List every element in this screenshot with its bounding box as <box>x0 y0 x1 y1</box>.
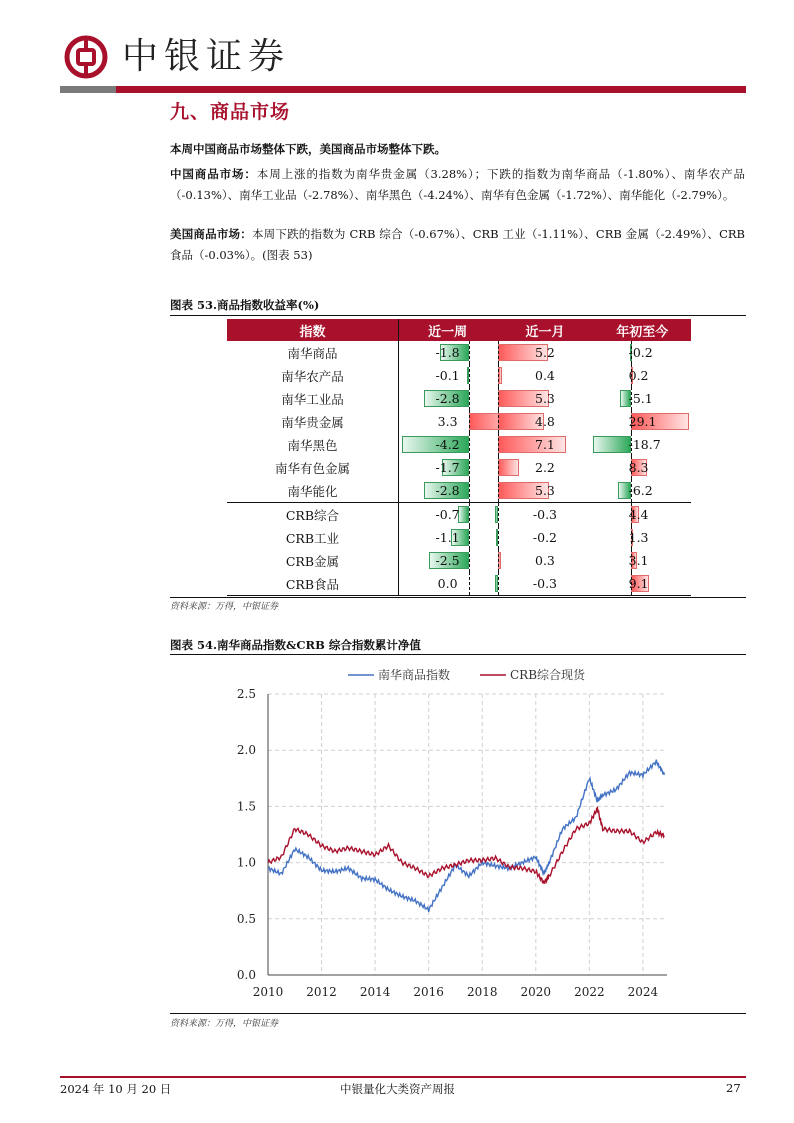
figure-53-title: 图表 53.商品指数收益率(%) <box>170 298 320 312</box>
index-name: 南华黑色 <box>287 437 338 453</box>
cell-month <box>496 479 593 503</box>
figure-53-bottom-rule <box>170 597 746 598</box>
cell-week <box>398 456 496 479</box>
x-tick-label: 2012 <box>306 985 337 999</box>
value: 3.1 <box>628 553 649 568</box>
cell-week <box>398 549 496 572</box>
cell-month <box>496 433 593 456</box>
cell-ytd <box>594 572 691 596</box>
value: -18.7 <box>628 437 661 452</box>
value: 0.3 <box>535 553 555 568</box>
x-tick-label: 2022 <box>574 985 605 999</box>
cell-ytd <box>594 456 691 479</box>
summary-text: 本周中国商品市场整体下跌，美国商品市场整体下跌。 <box>170 142 446 156</box>
header-week: 近一周 <box>398 319 496 341</box>
value: -1.8 <box>435 345 460 360</box>
cell-ytd <box>594 503 691 527</box>
value: -0.2 <box>628 345 653 360</box>
figure-54-title: 图表 54.南华商品指数&CRB 综合指数累计净值 <box>170 638 421 652</box>
cell-month <box>496 526 593 549</box>
value: 5.2 <box>535 345 555 360</box>
section-title: 九、商品市场 <box>170 101 291 123</box>
index-name: 南华贵金属 <box>281 414 344 430</box>
cell-ytd <box>594 410 691 433</box>
table-row <box>227 341 691 364</box>
value: 2.2 <box>535 460 555 475</box>
index-name: CRB金属 <box>285 553 340 569</box>
table-header-row <box>227 319 691 341</box>
index-name: 南华工业品 <box>281 391 344 407</box>
table-row <box>227 549 691 572</box>
footer-date: 2024 年 10 月 20 日 <box>60 1082 172 1096</box>
cell-ytd <box>594 433 691 456</box>
cell-ytd <box>594 387 691 410</box>
cell-ytd <box>594 364 691 387</box>
y-tick-label: 0.0 <box>236 968 256 982</box>
index-name: CRB食品 <box>227 572 398 596</box>
index-name: 南华农产品 <box>281 368 344 384</box>
legend-label: 南华商品指数 <box>378 668 451 682</box>
x-tick-label: 2016 <box>413 985 444 999</box>
index-name: 南华有色金属 <box>274 460 350 476</box>
figure-53-top-rule <box>170 315 746 316</box>
x-tick-label: 2014 <box>359 985 391 999</box>
value: -0.3 <box>532 576 557 591</box>
value: 5.3 <box>535 391 555 406</box>
cell-week <box>398 503 496 527</box>
value: -4.2 <box>435 437 460 452</box>
cell-ytd <box>594 341 691 364</box>
cell-ytd <box>594 526 691 549</box>
cell-ytd <box>594 549 691 572</box>
value: -5.1 <box>628 391 653 406</box>
nanhua-index-line <box>268 760 664 912</box>
y-tick-label: 2.0 <box>236 743 256 758</box>
footer-page-number: 27 <box>726 1081 741 1095</box>
figure-54-source: 资料来源：万得，中银证券 <box>170 1019 279 1029</box>
cell-month <box>496 456 593 479</box>
cell-month <box>496 364 593 387</box>
value: -0.3 <box>532 507 557 522</box>
value: 0.4 <box>535 368 555 383</box>
table-row <box>227 364 691 387</box>
value: 29.1 <box>628 414 657 429</box>
value: 1.3 <box>628 530 649 545</box>
x-tick-label: 2018 <box>466 985 498 999</box>
value: 9.1 <box>628 576 649 591</box>
cell-week <box>398 526 496 549</box>
value: -6.2 <box>628 483 653 498</box>
cell-week <box>398 410 496 433</box>
table-row <box>227 433 691 456</box>
cell-month <box>496 503 593 527</box>
bank-of-china-logo-icon <box>64 35 108 79</box>
index-name: CRB综合 <box>227 503 398 527</box>
index-name: 南华商品 <box>287 345 338 361</box>
us-market-paragraph <box>170 224 745 266</box>
header-month: 近一月 <box>496 319 593 341</box>
x-tick-label: 2010 <box>252 985 284 999</box>
footer-rule <box>60 1076 746 1078</box>
table-row <box>227 410 691 433</box>
x-tick-label: 2020 <box>520 985 552 999</box>
y-tick-label: 0.5 <box>236 911 256 926</box>
cumulative-nav-line-chart <box>170 656 746 1012</box>
value: 7.1 <box>535 437 555 452</box>
china-market-text: 本周上涨的指数为南华贵金属（3.28%）；下跌的指数为南华商品（-1.80%）、南华农产品（-0.13%）、南华工业品（-2.78%）、南华黑色（-4.24%）、南华有色金属（-1.72%）、南华能化（-2.79%）。 <box>170 167 745 202</box>
legend-label: CRB综合现货 <box>510 668 586 682</box>
value: 5.3 <box>535 483 555 498</box>
cell-month <box>496 572 593 596</box>
table-row <box>227 572 691 596</box>
us-market-label: 美国商品市场： <box>170 227 252 241</box>
cell-week <box>398 387 496 410</box>
index-name: CRB工业 <box>285 530 340 546</box>
figure-54-bottom-rule <box>170 1013 746 1014</box>
footer-report-name: 中银量化大类资产周报 <box>340 1082 455 1096</box>
value: 4.8 <box>535 414 555 429</box>
value: 0.0 <box>437 576 458 591</box>
header-bar-grey <box>60 86 116 93</box>
y-tick-label: 1.0 <box>236 855 256 870</box>
index-name: 南华能化 <box>287 483 338 499</box>
cell-month <box>496 387 593 410</box>
value: -1.1 <box>435 530 460 545</box>
value: 8.3 <box>628 460 649 475</box>
header-index: 指数 <box>227 319 398 341</box>
cell-week <box>398 433 496 456</box>
value: 4.4 <box>628 507 649 522</box>
value: 0.2 <box>628 368 649 383</box>
value: -2.8 <box>435 391 460 406</box>
cell-month <box>496 549 593 572</box>
commodity-returns-table <box>227 319 691 596</box>
table-row <box>227 503 691 527</box>
figure-53-source: 资料来源：万得，中银证券 <box>170 602 279 612</box>
value: -0.7 <box>435 507 460 522</box>
china-market-paragraph <box>170 164 745 206</box>
table-row <box>227 526 691 549</box>
value: 3.3 <box>437 414 458 429</box>
table-row <box>227 387 691 410</box>
x-tick-label: 2024 <box>627 985 659 999</box>
value: -2.5 <box>435 553 460 568</box>
value: -0.1 <box>435 368 460 383</box>
china-market-label: 中国商品市场： <box>170 167 257 181</box>
us-market-text: 本周下跌的指数为 CRB 综合（-0.67%）、CRB 工业（-1.11%）、CRB 金属（-2.49%）、CRB 食品（-0.03%）。(图表 53) <box>170 227 745 262</box>
cell-ytd <box>594 479 691 503</box>
cell-week <box>398 364 496 387</box>
cell-month <box>496 410 593 433</box>
value: -2.8 <box>435 483 460 498</box>
table-row <box>227 456 691 479</box>
value: -0.2 <box>532 530 557 545</box>
header-ytd: 年初至今 <box>594 319 691 341</box>
brand-name: 中银证券 <box>122 36 291 77</box>
negative-bar <box>593 436 630 453</box>
cell-week <box>398 572 496 596</box>
y-tick-label: 2.5 <box>236 687 256 701</box>
header-bar-red <box>116 86 746 93</box>
value: -1.7 <box>435 460 460 475</box>
cell-week <box>398 479 496 503</box>
y-tick-label: 1.5 <box>236 799 256 814</box>
table-row <box>227 479 691 503</box>
cell-week <box>398 341 496 364</box>
cell-month <box>496 341 593 364</box>
figure-54-top-rule <box>170 654 746 655</box>
